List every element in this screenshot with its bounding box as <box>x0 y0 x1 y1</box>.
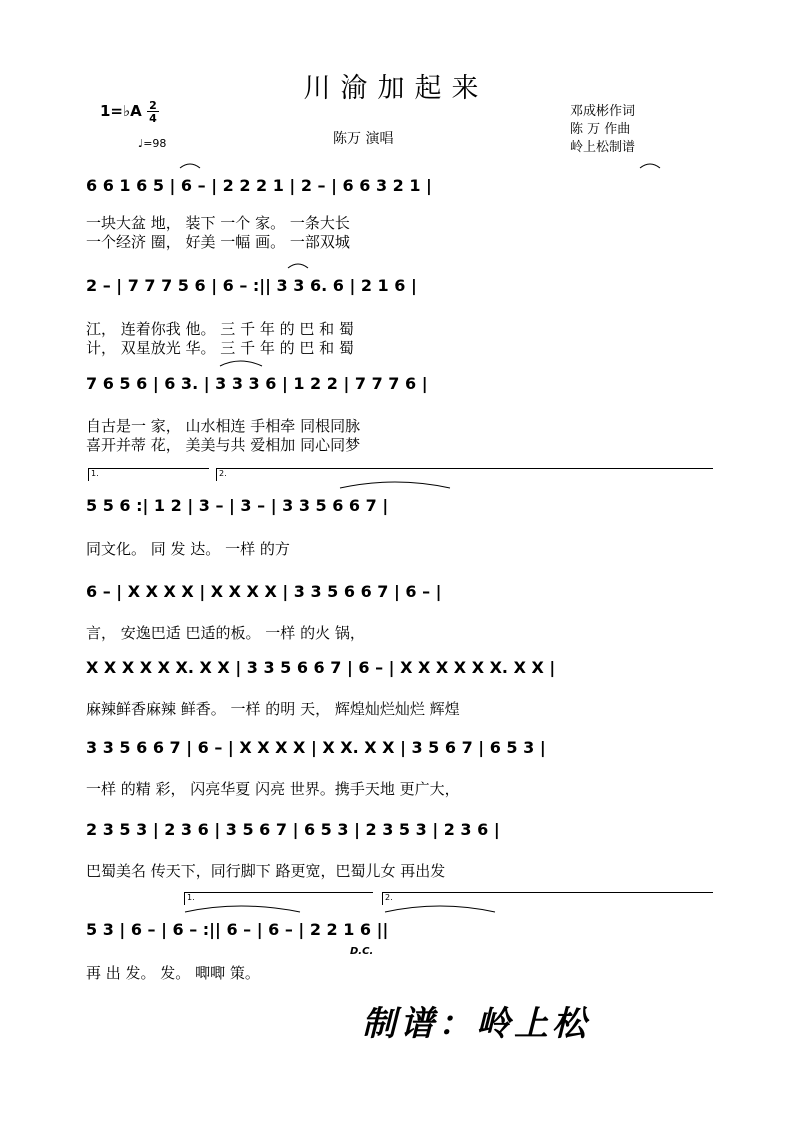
volta-first-bracket-1: 1. <box>88 468 209 481</box>
notation-line-4: 5 5 6 :| 1 2 | 3 – | 3 – | 3 3 5 6 6 7 | <box>86 496 389 515</box>
lyric-line-8: 巴蜀美名 传天下，同行脚下 路更宽，巴蜀儿女 再出发 <box>86 862 446 880</box>
composer-credit: 陈 万 作曲 <box>570 122 631 137</box>
lyric-line-3a: 自古是一 家， 山水相连 手相牵 同根同脉 <box>86 417 361 435</box>
dc-marking: D.C. <box>350 946 374 957</box>
time-signature-bottom: 4 <box>149 112 157 125</box>
key-signature: 1=♭A <box>100 102 142 120</box>
arranger-signature: 制谱：岭上松 <box>362 1004 590 1044</box>
volta-second-bracket-1: 2. <box>216 468 713 481</box>
notation-line-3: 7 6 5 6 | 6 3. | 3 3 3 6 | 1 2 2 | 7 7 7 6 | <box>86 374 428 393</box>
notation-line-7: 3 3 5 6 6 7 | 6 – | X X X X | X X. X X | 3 5 6 7 | 6 5 3 | <box>86 738 546 757</box>
lyric-line-3b: 喜开并蒂 花， 美美与共 爱相加 同心同梦 <box>86 436 361 454</box>
lyric-line-1a: 一块大盆 地， 装下 一个 家。 一条大长 <box>86 214 350 232</box>
notation-line-5: 6 – | X X X X | X X X X | 3 3 5 6 6 7 | 6 – | <box>86 582 442 601</box>
lyricist-credit: 邓成彬作词 <box>570 104 636 119</box>
time-signature-top: 2 <box>149 99 157 112</box>
notation-line-8: 2 3 5 3 | 2 3 6 | 3 5 6 7 | 6 5 3 | 2 3 5 3 | 2 3 6 | <box>86 820 500 839</box>
lyric-line-7: 一样 的精 彩， 闪亮华夏 闪亮 世界。携手天地 更广大， <box>86 780 460 798</box>
lyric-line-2b: 计， 双星放光 华。 三 千 年 的 巴 和 蜀 <box>86 339 354 357</box>
singer-credit: 陈万 演唱 <box>333 131 394 147</box>
lyric-line-1b: 一个经济 圈， 好美 一幅 画。 一部双城 <box>86 233 350 251</box>
tempo-marking: ♩=98 <box>138 137 167 150</box>
lyric-line-2a: 江， 连着你我 他。 三 千 年 的 巴 和 蜀 <box>86 320 354 338</box>
notation-line-9: 5 3 | 6 – | 6 – :|| 6 – | 6 – | 2 2 1 6 || <box>86 920 389 939</box>
notation-line-2: 2 – | 7 7 7 5 6 | 6 – :|| 3 3 6. 6 | 2 1 6 | <box>86 276 417 295</box>
lyric-line-5: 言， 安逸巴适 巴适的板。 一样 的火 锅， <box>86 624 365 642</box>
arranger-credit: 岭上松制谱 <box>570 140 636 155</box>
lyric-line-9: 再 出 发。 发。 唧唧 策。 <box>86 964 260 982</box>
notation-line-1: 6 6 1 6 5 | 6 – | 2 2 2 1 | 2 – | 6 6 3 2 1 | <box>86 176 432 195</box>
volta-second-bracket-2: 2. <box>382 892 713 905</box>
volta-first-bracket-2: 1. <box>184 892 373 905</box>
song-title: 川渝加起来 <box>303 73 489 104</box>
lyric-line-6: 麻辣鲜香麻辣 鲜香。 一样 的明 天， 辉煌灿烂灿烂 辉煌 <box>86 700 460 718</box>
lyric-line-4: 同文化。 同 发 达。 一样 的方 <box>86 540 290 558</box>
notation-line-6: X X X X X X. X X | 3 3 5 6 6 7 | 6 – | X X X X X X. X X | <box>86 658 556 677</box>
